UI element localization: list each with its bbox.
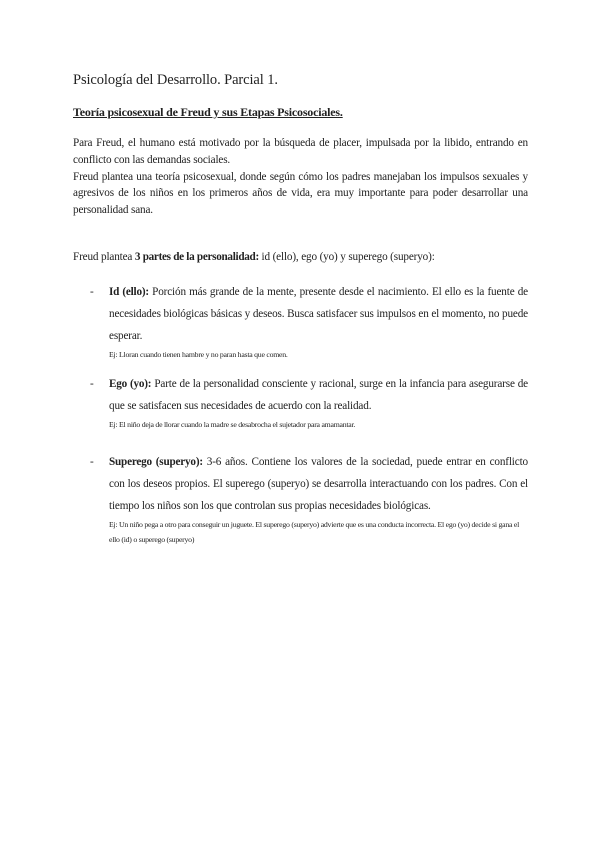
lead-prefix: Freud plantea (73, 251, 135, 263)
item-term: Ego (yo): (109, 378, 152, 390)
intro-section (73, 135, 528, 219)
bullet-marker: - (90, 286, 94, 298)
item-description: Parte de la personalidad consciente y racional, surge en la infancia para asegurarse de que se satisfacen sus necesidades de acuerdo con la realidad. (109, 378, 528, 412)
lead-bold: 3 partes de la personalidad: (134, 251, 259, 263)
intro-paragraph-2: Freud plantea una teoría psicosexual, donde según cómo los padres manejaban los impulsos sexuales y agresivos de los niños en los primeros años de vida, era muy importante para poder desarrollar una personalidad sana. (73, 170, 528, 217)
item-example: Ej: El niño deja de llorar cuando la madre se desabrocha el sujetador para amamantar. (109, 420, 356, 429)
item-term: Superego (superyo): (109, 456, 203, 468)
item-example: Ej: Lloran cuando tienen hambre y no paran hasta que comen. (109, 350, 288, 359)
list-item-text (109, 281, 528, 347)
page-title: Psicología del Desarrollo. Parcial 1. (73, 72, 278, 88)
intro-paragraph-1: Para Freud, el humano está motivado por la búsqueda de placer, impulsada por la libido, entrando en conflicto con las demandas sociales. (73, 137, 528, 166)
bullet-marker: - (90, 378, 94, 390)
list-item-text (109, 373, 528, 417)
list-item-body (109, 373, 528, 432)
item-example: Ej: Un niño pega a otro para conseguir un juguete. El superego (superyo) advierte que es una conducta incorrecta. El ego (yo) decide si gana el ello (id) o superego (superyo) (109, 520, 520, 544)
list-item-text (109, 451, 528, 517)
lead-suffix: id (ello), ego (yo) y superego (superyo): (258, 251, 435, 263)
item-description: Porción más grande de la mente, presente desde el nacimiento. El ello es la fuente de necesidades biológicas básicas y deseos. Busca satisfacer sus impulsos en el momento, no puede esperar. (109, 286, 528, 342)
list-item-body (109, 281, 528, 362)
item-term: Id (ello): (109, 286, 149, 298)
list-item-body (109, 451, 528, 547)
item-description: 3-6 años. Contiene los valores de la sociedad, puede entrar en conflicto con los deseos propios. El superego (superyo) se desarrolla interactuando con los padres. Con el tiempo los niños son los que controlan sus propias necesidades biológicas. (109, 456, 528, 512)
section-subtitle: Teoría psicosexual de Freud y sus Etapas Psicosociales. (73, 105, 343, 119)
personality-parts-lead (73, 249, 533, 265)
bullet-marker: - (90, 456, 94, 468)
